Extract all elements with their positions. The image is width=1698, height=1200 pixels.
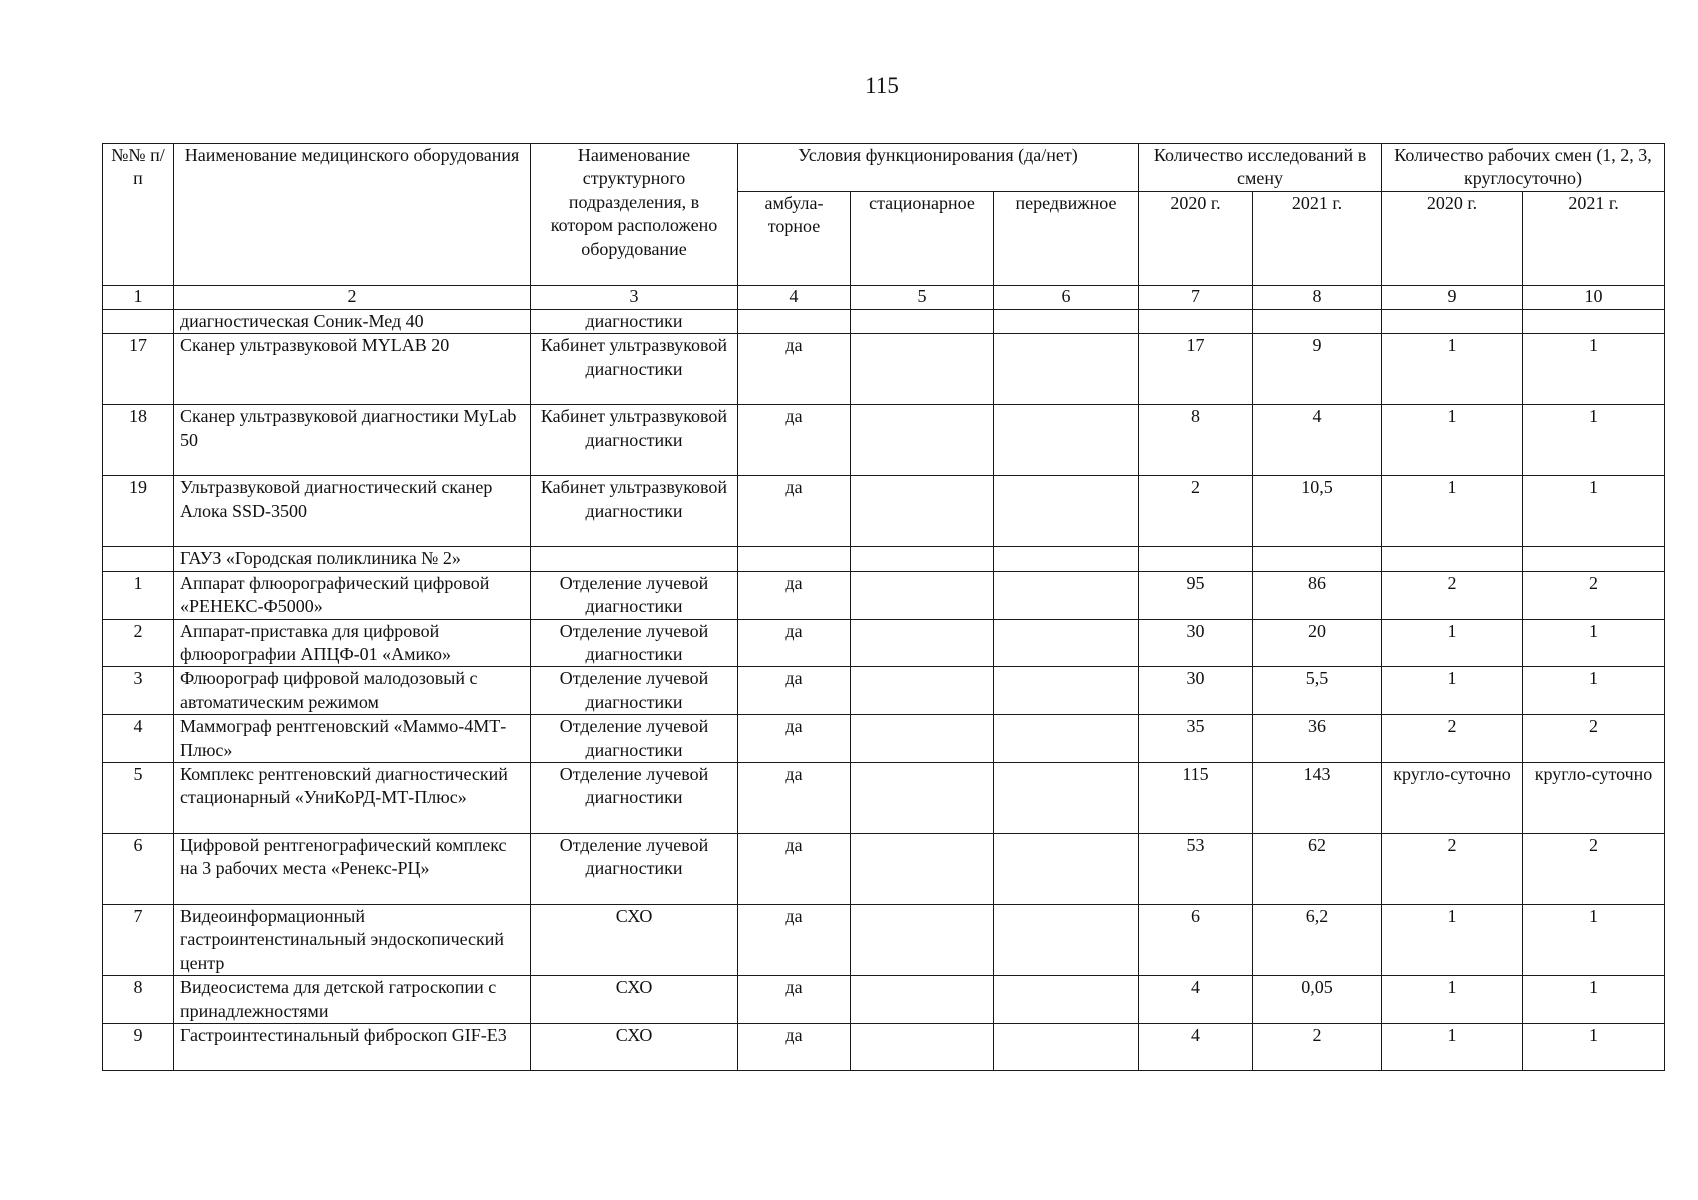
mobile-value xyxy=(994,834,1139,905)
row-number xyxy=(103,310,174,334)
shifts-2021-value xyxy=(1523,547,1665,571)
ambulatory-value: да xyxy=(738,476,851,547)
shifts-2020-value: 1 xyxy=(1382,334,1523,405)
shifts-2020-value: 1 xyxy=(1382,476,1523,547)
ambulatory-value: да xyxy=(738,905,851,976)
shifts-2021-value: 1 xyxy=(1523,334,1665,405)
shifts-2021-value: 1 xyxy=(1523,905,1665,976)
mobile-value xyxy=(994,905,1139,976)
shifts-2021-value: 1 xyxy=(1523,619,1665,667)
stationary-value xyxy=(851,334,994,405)
ambulatory-value: да xyxy=(738,1024,851,1071)
header-studies-2021: 2021 г. xyxy=(1253,192,1382,286)
table-row xyxy=(103,763,1665,834)
stationary-value xyxy=(851,834,994,905)
table-row xyxy=(103,405,1665,476)
stationary-value xyxy=(851,905,994,976)
table-row xyxy=(103,834,1665,905)
row-number: 17 xyxy=(103,334,174,405)
ambulatory-value: да xyxy=(738,834,851,905)
shifts-2020-value: 1 xyxy=(1382,1024,1523,1071)
header-shifts-2021: 2021 г. xyxy=(1523,192,1665,286)
table-row xyxy=(103,619,1665,667)
stationary-value xyxy=(851,547,994,571)
ambulatory-value: да xyxy=(738,334,851,405)
studies-2021-value: 4 xyxy=(1253,405,1382,476)
column-number: 4 xyxy=(738,286,851,310)
table-row xyxy=(103,476,1665,547)
column-number: 7 xyxy=(1139,286,1253,310)
ambulatory-value xyxy=(738,310,851,334)
table-row xyxy=(103,976,1665,1024)
department: Отделение лучевой диагностики xyxy=(531,571,738,619)
department: Отделение лучевой диагностики xyxy=(531,763,738,834)
studies-2020-value: 30 xyxy=(1139,619,1253,667)
department: СХО xyxy=(531,976,738,1024)
row-number: 9 xyxy=(103,1024,174,1071)
equipment-name: Сканер ультразвуковой диагностики MyLab 50 xyxy=(174,405,531,476)
ambulatory-value: да xyxy=(738,571,851,619)
equipment-name: диагностическая Соник-Мед 40 xyxy=(174,310,531,334)
department xyxy=(531,547,738,571)
equipment-name: Маммограф рентгеновский «Маммо-4МТ-Плюс» xyxy=(174,715,531,763)
studies-2020-value: 4 xyxy=(1139,976,1253,1024)
equipment-table xyxy=(102,143,1665,1071)
header-ambulatory: амбула-торное xyxy=(738,192,851,286)
mobile-value xyxy=(994,976,1139,1024)
header-department: Наименование структурного подразделения, в котором расположено оборудование xyxy=(531,144,738,286)
shifts-2021-value: 1 xyxy=(1523,1024,1665,1071)
studies-2020-value: 53 xyxy=(1139,834,1253,905)
row-number: 8 xyxy=(103,976,174,1024)
ambulatory-value: да xyxy=(738,976,851,1024)
shifts-2021-value: 2 xyxy=(1523,571,1665,619)
equipment-name: Цифровой рентгенографический комплекс на 3 рабочих места «Ренекс-РЦ» xyxy=(174,834,531,905)
department: Кабинет ультразвуковой диагностики xyxy=(531,405,738,476)
row-number: 2 xyxy=(103,619,174,667)
column-number: 9 xyxy=(1382,286,1523,310)
shifts-2020-value: 1 xyxy=(1382,905,1523,976)
equipment-name: Аппарат-приставка для цифровой флюорографии АПЦФ-01 «Амико» xyxy=(174,619,531,667)
table-row xyxy=(103,715,1665,763)
stationary-value xyxy=(851,619,994,667)
header-shifts: Количество рабочих смен (1, 2, 3, круглосуточно) xyxy=(1382,144,1665,192)
ambulatory-value: да xyxy=(738,715,851,763)
shifts-2020-value: кругло-суточно xyxy=(1382,763,1523,834)
shifts-2021-value: кругло-суточно xyxy=(1523,763,1665,834)
row-number: 3 xyxy=(103,667,174,715)
ambulatory-value: да xyxy=(738,667,851,715)
row-number: 7 xyxy=(103,905,174,976)
studies-2021-value: 20 xyxy=(1253,619,1382,667)
header-studies: Количество исследований в смену xyxy=(1139,144,1382,192)
table-row xyxy=(103,334,1665,405)
studies-2020-value: 2 xyxy=(1139,476,1253,547)
studies-2020-value: 8 xyxy=(1139,405,1253,476)
shifts-2020-value: 1 xyxy=(1382,667,1523,715)
studies-2020-value xyxy=(1139,310,1253,334)
column-number: 1 xyxy=(103,286,174,310)
table-row xyxy=(103,1024,1665,1071)
equipment-name: Флюорограф цифровой малодозовый с автоматическим режимом xyxy=(174,667,531,715)
stationary-value xyxy=(851,571,994,619)
studies-2020-value xyxy=(1139,547,1253,571)
shifts-2020-value xyxy=(1382,547,1523,571)
ambulatory-value xyxy=(738,547,851,571)
header-stationary: стационарное xyxy=(851,192,994,286)
studies-2020-value: 17 xyxy=(1139,334,1253,405)
department: Кабинет ультразвуковой диагностики xyxy=(531,334,738,405)
table-row xyxy=(103,310,1665,334)
mobile-value xyxy=(994,763,1139,834)
row-number: 18 xyxy=(103,405,174,476)
row-number: 19 xyxy=(103,476,174,547)
shifts-2021-value: 2 xyxy=(1523,834,1665,905)
column-number: 10 xyxy=(1523,286,1665,310)
studies-2020-value: 4 xyxy=(1139,1024,1253,1071)
column-number: 5 xyxy=(851,286,994,310)
equipment-name: ГАУЗ «Городская поликлиника № 2» xyxy=(174,547,531,571)
mobile-value xyxy=(994,667,1139,715)
equipment-name: Сканер ультразвуковой MYLAB 20 xyxy=(174,334,531,405)
column-number: 3 xyxy=(531,286,738,310)
header-shifts-2020: 2020 г. xyxy=(1382,192,1523,286)
row-number: 6 xyxy=(103,834,174,905)
studies-2021-value: 62 xyxy=(1253,834,1382,905)
studies-2021-value xyxy=(1253,310,1382,334)
stationary-value xyxy=(851,310,994,334)
department: Отделение лучевой диагностики xyxy=(531,834,738,905)
studies-2020-value: 6 xyxy=(1139,905,1253,976)
mobile-value xyxy=(994,547,1139,571)
department: Кабинет ультразвуковой диагностики xyxy=(531,476,738,547)
studies-2020-value: 95 xyxy=(1139,571,1253,619)
shifts-2021-value: 2 xyxy=(1523,715,1665,763)
ambulatory-value: да xyxy=(738,405,851,476)
stationary-value xyxy=(851,405,994,476)
stationary-value xyxy=(851,976,994,1024)
equipment-name: Аппарат флюорографический цифровой «РЕНЕКС-Ф5000» xyxy=(174,571,531,619)
shifts-2020-value: 1 xyxy=(1382,976,1523,1024)
shifts-2020-value xyxy=(1382,310,1523,334)
header-name: Наименование медицинского оборудования xyxy=(174,144,531,286)
stationary-value xyxy=(851,667,994,715)
shifts-2021-value: 1 xyxy=(1523,405,1665,476)
mobile-value xyxy=(994,715,1139,763)
header-mobile: передвижное xyxy=(994,192,1139,286)
mobile-value xyxy=(994,310,1139,334)
studies-2020-value: 115 xyxy=(1139,763,1253,834)
studies-2021-value: 0,05 xyxy=(1253,976,1382,1024)
shifts-2021-value xyxy=(1523,310,1665,334)
table-row xyxy=(103,547,1665,571)
studies-2021-value: 5,5 xyxy=(1253,667,1382,715)
equipment-name: Комплекс рентгеновский диагностический стационарный «УниКоРД-МТ-Плюс» xyxy=(174,763,531,834)
studies-2021-value: 9 xyxy=(1253,334,1382,405)
mobile-value xyxy=(994,405,1139,476)
column-number: 6 xyxy=(994,286,1139,310)
mobile-value xyxy=(994,334,1139,405)
mobile-value xyxy=(994,1024,1139,1071)
ambulatory-value: да xyxy=(738,619,851,667)
stationary-value xyxy=(851,763,994,834)
equipment-name: Гастроинтестинальный фиброскоп GIF-E3 xyxy=(174,1024,531,1071)
department: диагностики xyxy=(531,310,738,334)
table-row xyxy=(103,905,1665,976)
equipment-name: Видеоинформационный гастроинтенстинальный эндоскопический центр xyxy=(174,905,531,976)
mobile-value xyxy=(994,619,1139,667)
stationary-value xyxy=(851,715,994,763)
shifts-2021-value: 1 xyxy=(1523,476,1665,547)
header-studies-2020: 2020 г. xyxy=(1139,192,1253,286)
shifts-2020-value: 1 xyxy=(1382,619,1523,667)
studies-2021-value: 6,2 xyxy=(1253,905,1382,976)
department: Отделение лучевой диагностики xyxy=(531,715,738,763)
row-number: 4 xyxy=(103,715,174,763)
equipment-name: Видеосистема для детской гатроскопии с принадлежностями xyxy=(174,976,531,1024)
table-row xyxy=(103,667,1665,715)
studies-2021-value: 36 xyxy=(1253,715,1382,763)
row-number: 5 xyxy=(103,763,174,834)
column-number: 8 xyxy=(1253,286,1382,310)
mobile-value xyxy=(994,571,1139,619)
column-number: 2 xyxy=(174,286,531,310)
department: Отделение лучевой диагностики xyxy=(531,667,738,715)
studies-2021-value: 86 xyxy=(1253,571,1382,619)
shifts-2021-value: 1 xyxy=(1523,667,1665,715)
header-num: №№ п/п xyxy=(103,144,174,286)
studies-2020-value: 35 xyxy=(1139,715,1253,763)
shifts-2020-value: 1 xyxy=(1382,405,1523,476)
stationary-value xyxy=(851,1024,994,1071)
table-body xyxy=(103,310,1665,1071)
studies-2021-value: 10,5 xyxy=(1253,476,1382,547)
department: СХО xyxy=(531,905,738,976)
shifts-2020-value: 2 xyxy=(1382,715,1523,763)
shifts-2020-value: 2 xyxy=(1382,834,1523,905)
page-number: 115 xyxy=(865,73,899,98)
shifts-2021-value: 1 xyxy=(1523,976,1665,1024)
department: СХО xyxy=(531,1024,738,1071)
row-number xyxy=(103,547,174,571)
department: Отделение лучевой диагностики xyxy=(531,619,738,667)
studies-2021-value: 2 xyxy=(1253,1024,1382,1071)
stationary-value xyxy=(851,476,994,547)
shifts-2020-value: 2 xyxy=(1382,571,1523,619)
ambulatory-value: да xyxy=(738,763,851,834)
studies-2021-value xyxy=(1253,547,1382,571)
studies-2021-value: 143 xyxy=(1253,763,1382,834)
equipment-name: Ультразвуковой диагностический сканер Алока SSD-3500 xyxy=(174,476,531,547)
table-row xyxy=(103,571,1665,619)
mobile-value xyxy=(994,476,1139,547)
studies-2020-value: 30 xyxy=(1139,667,1253,715)
row-number: 1 xyxy=(103,571,174,619)
header-conditions: Условия функционирования (да/нет) xyxy=(738,144,1139,192)
